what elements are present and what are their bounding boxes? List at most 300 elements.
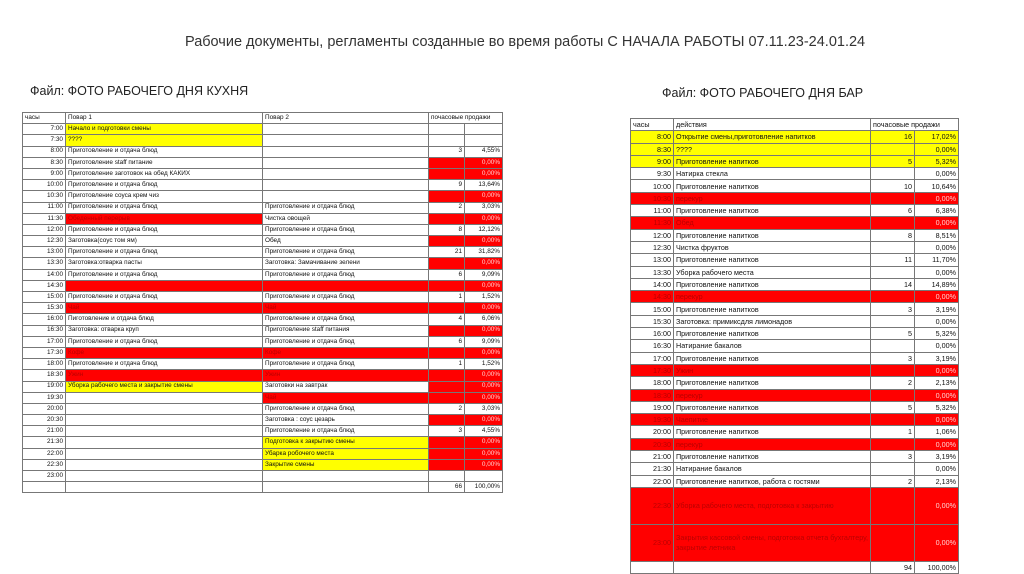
bar-qty-cell (871, 168, 915, 180)
kitchen-time-cell: 13:30 (23, 258, 66, 269)
bar-pct-cell: 0,00% (915, 438, 959, 450)
kitchen-cook2-cell: Чистка овощей (263, 213, 429, 224)
kitchen-pct-cell: 3,03% (465, 202, 503, 213)
kitchen-pct-cell: 0,00% (465, 157, 503, 168)
kitchen-time-cell: 20:30 (23, 415, 66, 426)
kitchen-row (23, 459, 503, 470)
kitchen-pct-cell: 4,55% (465, 146, 503, 157)
kitchen-row (23, 426, 503, 437)
kitchen-cook2-cell: Приготовление и отдача блюд (263, 426, 429, 437)
kitchen-qty-cell (429, 303, 465, 314)
kitchen-cook2-cell: Заготовка : соус цезарь (263, 415, 429, 426)
kitchen-time-cell: 15:00 (23, 292, 66, 303)
bar-pct-cell: 1,06% (915, 426, 959, 438)
bar-qty-cell: 2 (871, 475, 915, 487)
bar-action-cell: Ужин (674, 364, 871, 376)
kitchen-row (23, 269, 503, 280)
kitchen-total-blank-3 (263, 482, 429, 493)
kitchen-time-cell: 18:00 (23, 359, 66, 370)
kitchen-qty-cell (429, 392, 465, 403)
bar-qty-cell: 5 (871, 328, 915, 340)
bar-time-cell: 16:30 (631, 340, 674, 352)
kitchen-time-cell: 11:30 (23, 213, 66, 224)
bar-qty-cell (871, 192, 915, 204)
bar-row (631, 451, 959, 463)
bar-pct-cell: 0,00% (915, 315, 959, 327)
bar-row (631, 364, 959, 376)
kitchen-cook2-cell (263, 157, 429, 168)
kitchen-cook1-cell: Приготовление и отдача блюд (66, 247, 263, 258)
bar-time-cell: 12:00 (631, 229, 674, 241)
bar-row (631, 426, 959, 438)
kitchen-cook2-cell: Заготовки на завтрак (263, 381, 429, 392)
bar-pct-cell: 5,32% (915, 401, 959, 413)
kitchen-time-cell: 8:30 (23, 157, 66, 168)
kitchen-row (23, 471, 503, 482)
bar-action-cell: Приготовление напитков (674, 155, 871, 167)
bar-pct-cell: 11,70% (915, 254, 959, 266)
bar-time-cell: 22:30 (631, 487, 674, 524)
kitchen-header-row (23, 113, 503, 124)
bar-pct-cell: 0,00% (915, 168, 959, 180)
kitchen-cook1-cell: Приготовление и отдача блюд (66, 269, 263, 280)
bar-total-blank-1 (631, 561, 674, 573)
bar-time-cell: 13:00 (631, 254, 674, 266)
bar-pct-cell: 17,02% (915, 131, 959, 143)
bar-action-cell: Чистка фруктов (674, 241, 871, 253)
bar-action-cell: перекур (674, 389, 871, 401)
bar-action-cell: Уборка рабочего места, подготовка к закрытию (674, 487, 871, 524)
bar-time-cell: 20:00 (631, 426, 674, 438)
kitchen-time-cell: 16:00 (23, 314, 66, 325)
bar-qty-cell (871, 524, 915, 561)
kitchen-pct-cell: 0,00% (465, 168, 503, 179)
bar-time-cell: 18:30 (631, 389, 674, 401)
kitchen-total-blank-2 (66, 482, 263, 493)
kitchen-cook1-cell: Заготовка(соус том ям) (66, 236, 263, 247)
kitchen-cook1-cell: Приготовление и отдача блюд (66, 359, 263, 370)
kitchen-cook2-cell (263, 168, 429, 179)
bar-row (631, 205, 959, 217)
bar-time-cell: 18:00 (631, 377, 674, 389)
bar-pct-cell: 3,19% (915, 451, 959, 463)
kitchen-qty-cell (429, 381, 465, 392)
kitchen-row (23, 236, 503, 247)
kitchen-cook2-cell: Приготовление staff питания (263, 325, 429, 336)
bar-action-cell: перекур (674, 192, 871, 204)
bar-time-cell: 17:00 (631, 352, 674, 364)
kitchen-cook2-cell (263, 146, 429, 157)
bar-qty-cell: 6 (871, 205, 915, 217)
bar-qty-cell: 3 (871, 451, 915, 463)
bar-pct-cell: 3,19% (915, 352, 959, 364)
kitchen-time-cell: 13:00 (23, 247, 66, 258)
kitchen-cook2-cell: Подготовка к закрытию смены (263, 437, 429, 448)
bar-qty-cell (871, 364, 915, 376)
bar-qty-cell (871, 241, 915, 253)
kitchen-cook2-cell: Приготовление и отдача блюд (263, 292, 429, 303)
kitchen-pct-cell: 4,55% (465, 426, 503, 437)
bar-qty-cell (871, 315, 915, 327)
kitchen-pct-cell (465, 124, 503, 135)
bar-row (631, 303, 959, 315)
bar-time-cell: 10:30 (631, 192, 674, 204)
bar-pct-cell: 0,00% (915, 414, 959, 426)
kitchen-pct-cell: 12,12% (465, 224, 503, 235)
bar-pct-cell: 0,00% (915, 241, 959, 253)
kitchen-pct-cell: 0,00% (465, 325, 503, 336)
bar-action-cell: Обед (674, 217, 871, 229)
kitchen-row (23, 124, 503, 135)
kitchen-cook2-cell (263, 180, 429, 191)
bar-qty-cell: 1 (871, 426, 915, 438)
kitchen-time-cell: 10:30 (23, 191, 66, 202)
bar-caption: Файл: ФОТО РАБОЧЕГО ДНЯ БАР (662, 86, 864, 100)
bar-time-cell: 20:30 (631, 438, 674, 450)
kitchen-pct-cell: 0,00% (465, 392, 503, 403)
kitchen-qty-cell: 1 (429, 292, 465, 303)
kitchen-cook2-cell: Приготовление и отдача блюд (263, 359, 429, 370)
bar-pct-cell: 6,38% (915, 205, 959, 217)
bar-header-row (631, 119, 959, 131)
kitchen-cook1-cell: Обеденный перерыв (66, 213, 263, 224)
kitchen-pct-cell: 1,52% (465, 359, 503, 370)
kitchen-cook1-cell (66, 280, 263, 291)
kitchen-row (23, 280, 503, 291)
kitchen-cook2-cell: Ужин (263, 370, 429, 381)
bar-action-cell: перекур (674, 438, 871, 450)
bar-action-cell: Приготовление напитков (674, 229, 871, 241)
kitchen-qty-cell (429, 135, 465, 146)
kitchen-total-qty: 66 (429, 482, 465, 493)
kitchen-time-cell: 7:00 (23, 124, 66, 135)
kitchen-pct-cell: 1,52% (465, 292, 503, 303)
bar-qty-cell: 5 (871, 401, 915, 413)
kitchen-row (23, 202, 503, 213)
kitchen-qty-cell (429, 213, 465, 224)
bar-pct-cell: 0,00% (915, 266, 959, 278)
kitchen-time-cell: 12:00 (23, 224, 66, 235)
bar-row (631, 217, 959, 229)
page-title: Рабочие документы, регламенты созданные во время работы С НАЧАЛА РАБОТЫ 07.11.23-24.01.24 (185, 34, 866, 50)
kitchen-cook1-cell: Заготовка:отварка пасты (66, 258, 263, 269)
kitchen-time-cell: 9:00 (23, 168, 66, 179)
kitchen-row (23, 392, 503, 403)
bar-action-cell: перекур (674, 291, 871, 303)
kitchen-row (23, 292, 503, 303)
kitchen-time-cell: 19:00 (23, 381, 66, 392)
kitchen-row (23, 347, 503, 358)
kitchen-pct-cell: 9,09% (465, 269, 503, 280)
kitchen-table (22, 112, 503, 493)
kitchen-qty-cell (429, 258, 465, 269)
bar-row (631, 192, 959, 204)
bar-time-cell: 21:00 (631, 451, 674, 463)
bar-pct-cell: 3,19% (915, 303, 959, 315)
kitchen-cook2-cell: Приготовление и отдача блюд (263, 247, 429, 258)
bar-action-cell: Приготовление напитков (674, 401, 871, 413)
kitchen-row (23, 213, 503, 224)
bar-row (631, 131, 959, 143)
kitchen-time-cell: 18:30 (23, 370, 66, 381)
bar-action-cell: Приготовление напитков (674, 352, 871, 364)
kitchen-cook1-cell (66, 426, 263, 437)
bar-action-cell: Приготовление напитков, работа с гостями (674, 475, 871, 487)
kitchen-pct-cell: 0,00% (465, 437, 503, 448)
kitchen-qty-cell (429, 280, 465, 291)
kitchen-row (23, 403, 503, 414)
kitchen-time-cell: 15:30 (23, 303, 66, 314)
kitchen-time-cell: 11:00 (23, 202, 66, 213)
bar-action-cell: Приготовление напитков (674, 278, 871, 290)
kitchen-row (23, 325, 503, 336)
bar-qty-cell (871, 414, 915, 426)
kitchen-cook1-cell: Приготовление и отдача блюд (66, 336, 263, 347)
kitchen-qty-cell: 6 (429, 269, 465, 280)
bar-qty-cell: 5 (871, 155, 915, 167)
kitchen-qty-cell: 3 (429, 146, 465, 157)
kitchen-row (23, 437, 503, 448)
kitchen-cook2-cell: Закрытие смены (263, 459, 429, 470)
bar-total-pct: 100,00% (915, 561, 959, 573)
kitchen-time-cell: 10:00 (23, 180, 66, 191)
bar-qty-cell: 3 (871, 352, 915, 364)
kitchen-cook1-cell: Приготовление заготовок на обед КАКИХ (66, 168, 263, 179)
kitchen-time-cell: 22:30 (23, 459, 66, 470)
kitchen-pct-cell (465, 471, 503, 482)
bar-pct-cell: 0,00% (915, 340, 959, 352)
kitchen-row (23, 180, 503, 191)
kitchen-cook2-cell: Чай (263, 303, 429, 314)
bar-row (631, 168, 959, 180)
kitchen-cook2-cell (263, 191, 429, 202)
bar-row (631, 438, 959, 450)
kitchen-pct-cell: 0,00% (465, 459, 503, 470)
kitchen-caption: Файл: ФОТО РАБОЧЕГО ДНЯ КУХНЯ (30, 84, 249, 98)
kitchen-pct-cell (465, 135, 503, 146)
kitchen-qty-cell: 3 (429, 426, 465, 437)
kitchen-qty-cell (429, 370, 465, 381)
bar-pct-cell: 5,32% (915, 155, 959, 167)
bar-time-cell: 8:30 (631, 143, 674, 155)
kitchen-qty-cell (429, 347, 465, 358)
kitchen-cook1-cell: ???? (66, 135, 263, 146)
kitchen-row (23, 157, 503, 168)
kitchen-cook2-cell: Обед (263, 236, 429, 247)
kitchen-pct-cell: 0,00% (465, 448, 503, 459)
bar-time-cell: 11:30 (631, 217, 674, 229)
kitchen-total-pct: 100,00% (465, 482, 503, 493)
kitchen-header-cook2: Повар 2 (263, 113, 429, 124)
bar-qty-cell: 10 (871, 180, 915, 192)
bar-action-cell: Приготовление напитков (674, 180, 871, 192)
kitchen-cook1-cell (66, 403, 263, 414)
bar-row (631, 315, 959, 327)
kitchen-cook2-cell: Чай (263, 392, 429, 403)
kitchen-qty-cell (429, 415, 465, 426)
kitchen-time-cell: 17:30 (23, 347, 66, 358)
bar-row (631, 463, 959, 475)
kitchen-row (23, 415, 503, 426)
kitchen-row (23, 336, 503, 347)
kitchen-row (23, 224, 503, 235)
kitchen-cook1-cell: Уборка рабочего места и закрытие смены (66, 381, 263, 392)
bar-action-cell: ???? (674, 143, 871, 155)
bar-qty-cell (871, 463, 915, 475)
bar-qty-cell (871, 217, 915, 229)
bar-time-cell: 13:30 (631, 266, 674, 278)
kitchen-time-cell: 23:00 (23, 471, 66, 482)
kitchen-time-cell: 16:30 (23, 325, 66, 336)
kitchen-cook1-cell: Приготовление и отдача блюд (66, 202, 263, 213)
bar-total-row (631, 561, 959, 573)
bar-pct-cell: 0,00% (915, 291, 959, 303)
bar-action-cell: Заготовка: примиксдля лимонадов (674, 315, 871, 327)
bar-action-cell: Приготовление напитков (674, 205, 871, 217)
bar-table (630, 118, 959, 574)
bar-pct-cell: 0,00% (915, 192, 959, 204)
bar-time-cell: 11:00 (631, 205, 674, 217)
bar-qty-cell (871, 291, 915, 303)
bar-row (631, 389, 959, 401)
kitchen-cook1-cell: Начало и подготовки смены (66, 124, 263, 135)
bar-time-cell: 19:30 (631, 414, 674, 426)
bar-pct-cell: 2,13% (915, 475, 959, 487)
kitchen-cook1-cell: Кофе (66, 347, 263, 358)
kitchen-row (23, 135, 503, 146)
bar-time-cell: 14:00 (631, 278, 674, 290)
kitchen-qty-cell (429, 459, 465, 470)
kitchen-pct-cell: 0,00% (465, 280, 503, 291)
kitchen-total-blank-1 (23, 482, 66, 493)
bar-pct-cell: 14,89% (915, 278, 959, 290)
bar-time-cell: 12:30 (631, 241, 674, 253)
kitchen-pct-cell: 9,09% (465, 336, 503, 347)
kitchen-qty-cell: 1 (429, 359, 465, 370)
bar-qty-cell: 2 (871, 377, 915, 389)
bar-action-cell: Закрытия кассовой смены, подготовка отчета бухгалтеру, закрытие летника (674, 524, 871, 561)
kitchen-cook2-cell: Кофе (263, 347, 429, 358)
kitchen-cook1-cell: Приготовление и отдача блюд (66, 224, 263, 235)
bar-action-cell: Чаепитие (674, 414, 871, 426)
kitchen-row (23, 314, 503, 325)
kitchen-qty-cell (429, 168, 465, 179)
kitchen-cook1-cell: Приготовление соуса крем чиз (66, 191, 263, 202)
bar-action-cell: Натирание бакалов (674, 340, 871, 352)
kitchen-pct-cell: 0,00% (465, 381, 503, 392)
kitchen-header-cook1: Повар 1 (66, 113, 263, 124)
kitchen-time-cell: 21:00 (23, 426, 66, 437)
bar-action-cell: Натирка стекла (674, 168, 871, 180)
kitchen-cook1-cell (66, 392, 263, 403)
bar-row (631, 328, 959, 340)
bar-time-cell: 21:30 (631, 463, 674, 475)
kitchen-time-cell: 17:00 (23, 336, 66, 347)
kitchen-cook2-cell (263, 135, 429, 146)
bar-time-cell: 8:00 (631, 131, 674, 143)
kitchen-row (23, 370, 503, 381)
bar-action-cell: Приготовление напитков (674, 377, 871, 389)
kitchen-cook2-cell: Приготовление и отдача блюд (263, 202, 429, 213)
kitchen-qty-cell (429, 448, 465, 459)
bar-qty-cell: 16 (871, 131, 915, 143)
bar-time-cell: 17:30 (631, 364, 674, 376)
kitchen-cook2-cell (263, 124, 429, 135)
kitchen-qty-cell: 2 (429, 403, 465, 414)
kitchen-row (23, 247, 503, 258)
bar-action-cell: Натирание бакалов (674, 463, 871, 475)
bar-header-sales: почасовые продажи (871, 119, 959, 131)
bar-qty-cell (871, 143, 915, 155)
kitchen-row (23, 448, 503, 459)
bar-pct-cell: 5,32% (915, 328, 959, 340)
kitchen-pct-cell: 13,64% (465, 180, 503, 191)
kitchen-cook1-cell: Пиготовление и отдача блюд (66, 314, 263, 325)
bar-pct-cell: 10,64% (915, 180, 959, 192)
bar-row (631, 278, 959, 290)
kitchen-row (23, 303, 503, 314)
bar-action-cell: Приготовление напитков (674, 426, 871, 438)
kitchen-pct-cell: 6,06% (465, 314, 503, 325)
kitchen-qty-cell (429, 157, 465, 168)
bar-row (631, 524, 959, 561)
kitchen-cook2-cell (263, 280, 429, 291)
bar-qty-cell (871, 266, 915, 278)
kitchen-qty-cell: 21 (429, 247, 465, 258)
bar-row (631, 229, 959, 241)
bar-pct-cell: 0,00% (915, 364, 959, 376)
kitchen-cook1-cell: Приготовление и отдача блюд (66, 292, 263, 303)
bar-row (631, 241, 959, 253)
kitchen-pct-cell: 0,00% (465, 213, 503, 224)
bar-row (631, 180, 959, 192)
kitchen-pct-cell: 0,00% (465, 236, 503, 247)
kitchen-qty-cell: 6 (429, 336, 465, 347)
kitchen-header-time: часы (23, 113, 66, 124)
kitchen-pct-cell: 0,00% (465, 415, 503, 426)
kitchen-header-sales: почасовые продажи (429, 113, 503, 124)
bar-row (631, 377, 959, 389)
kitchen-qty-cell (429, 191, 465, 202)
kitchen-cook2-cell: Приготовление и отдача блюд (263, 336, 429, 347)
bar-pct-cell: 0,00% (915, 389, 959, 401)
bar-pct-cell: 2,13% (915, 377, 959, 389)
kitchen-cook1-cell: Чай (66, 303, 263, 314)
kitchen-cook1-cell: Приготовление staff питание (66, 157, 263, 168)
kitchen-cook1-cell: Приготовление и отдача блюд (66, 146, 263, 157)
kitchen-cook2-cell: Приготовление и отдача блюд (263, 269, 429, 280)
kitchen-cook2-cell: Приготовление и отдача блюд (263, 314, 429, 325)
bar-qty-cell: 11 (871, 254, 915, 266)
bar-header-action: действия (674, 119, 871, 131)
bar-pct-cell: 0,00% (915, 217, 959, 229)
bar-action-cell: Приготовление напитков (674, 303, 871, 315)
bar-qty-cell (871, 487, 915, 524)
bar-time-cell: 22:00 (631, 475, 674, 487)
bar-time-cell: 14:30 (631, 291, 674, 303)
kitchen-row (23, 381, 503, 392)
bar-row (631, 291, 959, 303)
kitchen-cook1-cell (66, 459, 263, 470)
kitchen-qty-cell: 4 (429, 314, 465, 325)
bar-pct-cell: 0,00% (915, 524, 959, 561)
kitchen-total-row (23, 482, 503, 493)
kitchen-pct-cell: 0,00% (465, 303, 503, 314)
bar-qty-cell (871, 389, 915, 401)
bar-row (631, 155, 959, 167)
bar-time-cell: 16:00 (631, 328, 674, 340)
kitchen-cook1-cell: Приготовление и отдача блюд (66, 180, 263, 191)
